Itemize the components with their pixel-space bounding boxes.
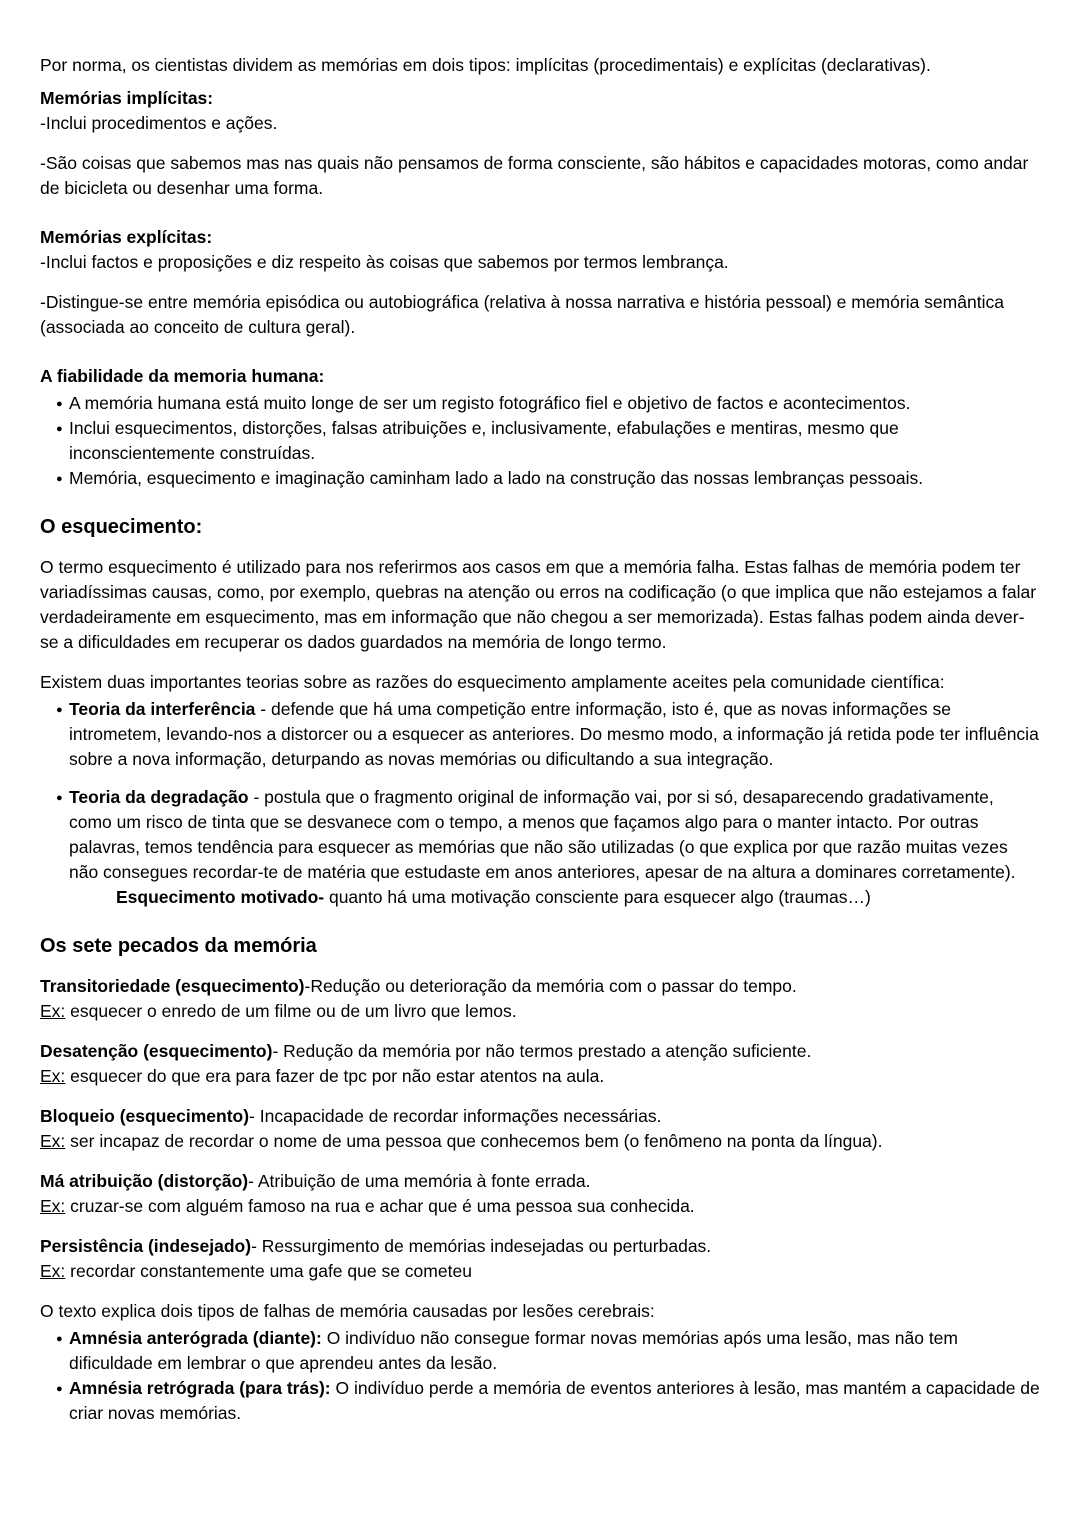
text-run: Memória, esquecimento e imaginação caminham lado a lado na construção das nossas lembranças pessoais. (69, 468, 924, 488)
paragraph (40, 974, 1040, 999)
inline-heading (40, 86, 1040, 111)
bullet-list (40, 391, 1040, 491)
text-run: A fiabilidade da memoria humana: (40, 366, 325, 386)
paragraph (40, 555, 1040, 655)
text-run: Ex: (40, 1261, 66, 1281)
bullet-icon: ● (56, 423, 63, 435)
text-run: Bloqueio (esquecimento) (40, 1106, 250, 1126)
text-run: -Redução ou deterioração da memória com o passar do tempo. (304, 976, 797, 996)
paragraph (40, 1234, 1040, 1259)
paragraph (40, 53, 1040, 78)
text-run: Amnésia anterógrada (diante): (69, 1328, 322, 1348)
text-run: A memória humana está muito longe de ser um registo fotográfico fiel e objetivo de factos e acontecimentos. (69, 393, 911, 413)
text-run: Má atribuição (distorção) (40, 1171, 249, 1191)
text-run: O termo esquecimento é utilizado para nos referirmos aos casos em que a memória falha. Estas falhas de memória podem ter variadíssimas causas, como, por exemplo, quebras na atenção ou erros na codificação (o que implica que não estejamos a falar verdadeiramente em esquecimento, mas em informação que não chegou a ser memorizada). Estas falhas podem ainda dever-se a dificuldades em recuperar os dados guardados na memória de longo termo. (40, 557, 1037, 652)
text-run: - defende que há uma competição entre informação, isto é, que as novas informações se intrometem, levando-nos a distorcer ou a esquecer as anteriores. Do mesmo modo, a informação já retida pode ter influência sobre a nova informação, deturpando as novas memórias ou dificultando a sua integração. (69, 699, 1039, 769)
text-run: Ex: (40, 1066, 66, 1086)
text-run: Desatenção (esquecimento) (40, 1041, 273, 1061)
text-run: quanto há uma motivação consciente para esquecer algo (traumas…) (324, 887, 871, 907)
paragraph (40, 670, 1040, 695)
text-run: Amnésia retrógrada (para trás): (69, 1378, 331, 1398)
list-item-text (69, 699, 1039, 769)
text-run: Por norma, os cientistas dividem as memórias em dois tipos: implícitas (procedimentais) e explícitas (declarativas). (40, 55, 931, 75)
text-run: Ex: (40, 1196, 66, 1216)
list-item-text (69, 787, 1016, 882)
text-run: Inclui esquecimentos, distorções, falsas atribuições e, inclusivamente, efabulações e mentiras, mesmo que inconscientemente construídas. (69, 418, 899, 463)
list-item-text (69, 393, 910, 413)
text-run: Persistência (indesejado) (40, 1236, 252, 1256)
text-run: Esquecimento motivado- (116, 887, 325, 907)
list-item (56, 466, 1040, 491)
bullet-icon: ● (56, 473, 63, 485)
text-run: - Redução da memória por não termos prestado a atenção suficiente. (272, 1041, 812, 1061)
text-run: recordar constantemente uma gafe que se cometeu (65, 1261, 472, 1281)
inline-heading (40, 225, 1040, 250)
bullet-icon: ● (56, 704, 63, 716)
text-run: O indivíduo perde a memória de eventos anteriores à lesão, mas mantém a capacidade de criar novas memórias. (69, 1378, 1040, 1423)
text-run: O indivíduo não consegue formar novas memórias após uma lesão, mas não tem dificuldade em lembrar o que aprendeu antes da lesão. (69, 1328, 958, 1373)
list-item (56, 391, 1040, 416)
text-run: -Distingue-se entre memória episódica ou autobiográfica (relativa à nossa narrativa e história pessoal) e memória semântica (associada ao conceito de cultura geral). (40, 292, 1004, 337)
list-item (56, 1326, 1040, 1376)
list-item (56, 697, 1040, 772)
paragraph (40, 1299, 1040, 1324)
list-item-text (69, 468, 923, 488)
text-run: - Incapacidade de recordar informações necessárias. (249, 1106, 662, 1126)
indented-line (40, 885, 1040, 910)
paragraph (40, 1194, 1040, 1219)
paragraph (40, 1039, 1040, 1064)
text-run: - Ressurgimento de memórias indesejadas ou perturbadas. (251, 1236, 712, 1256)
list-item-text (69, 418, 899, 463)
text-run: Memórias explícitas: (40, 227, 213, 247)
list-item-text (69, 1378, 1040, 1423)
text-run: Existem duas importantes teorias sobre as razões do esquecimento amplamente aceites pela comunidade científica: (40, 672, 945, 692)
paragraph (40, 1129, 1040, 1154)
bullet-icon: ● (56, 398, 63, 410)
list-item (56, 416, 1040, 466)
text-run: O texto explica dois tipos de falhas de memória causadas por lesões cerebrais: (40, 1301, 655, 1321)
text-run: -São coisas que sabemos mas nas quais não pensamos de forma consciente, são hábitos e capacidades motoras, como andar de bicicleta ou desenhar uma forma. (40, 153, 1029, 198)
paragraph (40, 290, 1040, 340)
inline-heading (40, 364, 1040, 389)
text-run: O esquecimento: (40, 516, 203, 538)
list-item (56, 785, 1040, 885)
bullet-icon: ● (56, 792, 63, 804)
section-heading (40, 515, 1040, 540)
bullet-icon: ● (56, 1333, 63, 1345)
text-run: ser incapaz de recordar o nome de uma pessoa que conhecemos bem (o fenômeno na ponta da língua). (65, 1131, 883, 1151)
paragraph (40, 1169, 1040, 1194)
text-run: cruzar-se com alguém famoso na rua e achar que é uma pessoa sua conhecida. (65, 1196, 695, 1216)
text-run: esquecer o enredo de um filme ou de um livro que lemos. (65, 1001, 517, 1021)
text-run: Teoria da degradação (69, 787, 249, 807)
list-item-text (69, 1328, 958, 1373)
paragraph (40, 250, 1040, 275)
section-heading (40, 934, 1040, 959)
text-run: Ex: (40, 1001, 66, 1021)
bullet-list (40, 697, 1040, 885)
paragraph (40, 999, 1040, 1024)
paragraph (40, 111, 1040, 136)
text-run: Memórias implícitas: (40, 88, 214, 108)
text-run: -Inclui factos e proposições e diz respeito às coisas que sabemos por termos lembrança. (40, 252, 729, 272)
paragraph (40, 1104, 1040, 1129)
bullet-list (40, 1326, 1040, 1426)
paragraph (40, 151, 1040, 201)
list-item (56, 1376, 1040, 1426)
text-run: Ex: (40, 1131, 66, 1151)
paragraph (40, 1259, 1040, 1284)
bullet-icon: ● (56, 1383, 63, 1395)
text-run: - postula que o fragmento original de informação vai, por si só, desaparecendo gradativamente, como um risco de tinta que se desvanece com o tempo, a menos que façamos algo para o manter intacto. Por outras palavras, temos tendência para esquecer as memórias que não são utilizadas (o que explica por que razão muitas vezes não consegues recordar-te de matéria que estudaste em anos anteriores, apesar de na altura a dominares corretamente). (69, 787, 1016, 882)
text-run: - Atribuição de uma memória à fonte errada. (248, 1171, 591, 1191)
text-run: -Inclui procedimentos e ações. (40, 113, 278, 133)
text-run: Teoria da interferência (69, 699, 256, 719)
text-run: Os sete pecados da memória (40, 935, 317, 957)
text-run: Transitoriedade (esquecimento) (40, 976, 305, 996)
paragraph (40, 1064, 1040, 1089)
text-run: esquecer do que era para fazer de tpc por não estar atentos na aula. (65, 1066, 605, 1086)
